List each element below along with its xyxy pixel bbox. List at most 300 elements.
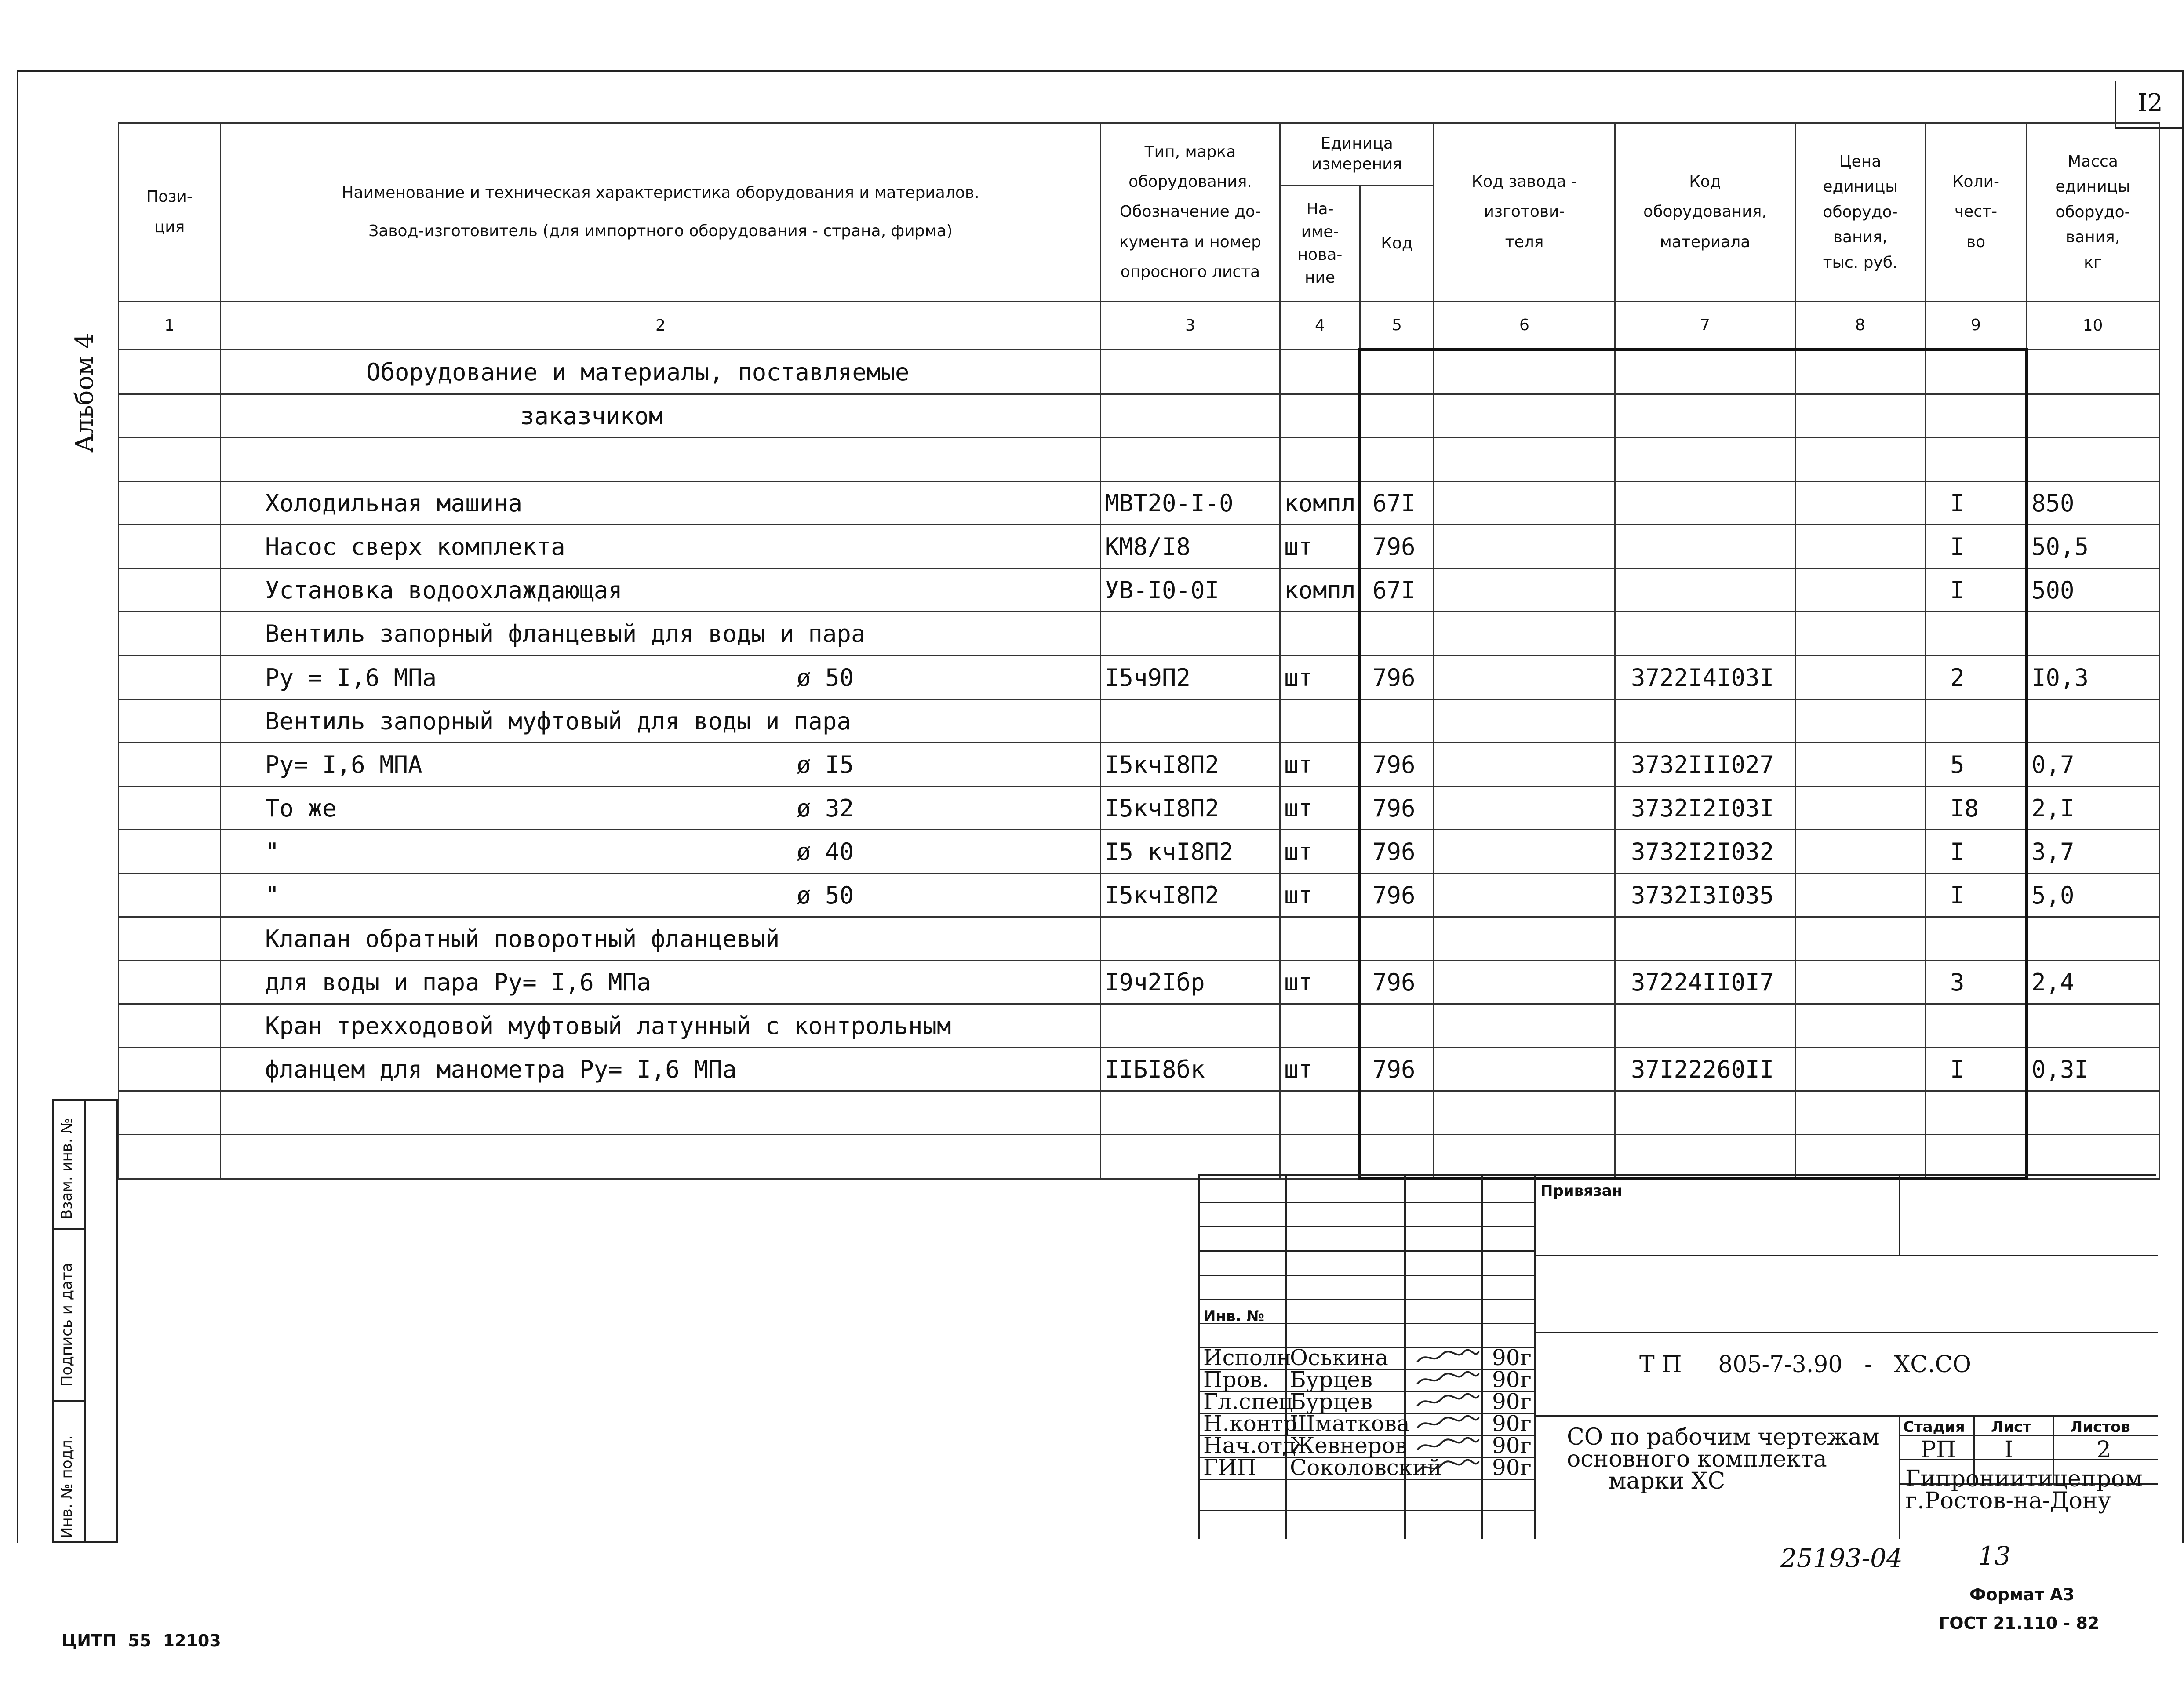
unit-name: шт — [1280, 656, 1360, 699]
mass: 2,I — [2027, 787, 2159, 830]
mass: 5,0 — [2027, 874, 2159, 917]
mass: 500 — [2027, 568, 2159, 612]
quantity: I — [1926, 481, 2027, 525]
header-position: Пози- ция — [119, 123, 221, 302]
position — [119, 743, 221, 787]
item-name — [221, 787, 1101, 830]
equipment-code: 3732I2I032 — [1615, 830, 1795, 874]
vzam-inv-label: Взам. инв. № — [58, 1118, 76, 1220]
factory-code — [1434, 568, 1615, 612]
quantity: I — [1926, 1048, 2027, 1091]
signature-mark — [1415, 1413, 1481, 1437]
equipment-code — [1615, 612, 1795, 656]
price — [1795, 568, 1926, 612]
table-row — [119, 787, 2159, 830]
person-role: Н.контр — [1203, 1411, 1297, 1436]
item-name-text: Кран трехходовой муфтовый латунный с контрольным — [265, 1012, 951, 1040]
unit-name: шт — [1280, 525, 1360, 568]
header-unit-name: На- име- нова- ние — [1280, 186, 1360, 302]
unit-name: шт — [1280, 961, 1360, 1004]
item-name-text: Установка водоохлаждающая — [265, 576, 622, 604]
quantity: I — [1926, 830, 2027, 874]
item-type — [1101, 350, 1280, 394]
quantity — [1926, 1004, 2027, 1048]
quantity — [1926, 699, 2027, 743]
item-name — [221, 917, 1101, 961]
unit-code: 796 — [1360, 874, 1434, 917]
factory-code — [1434, 525, 1615, 568]
quantity — [1926, 350, 2027, 394]
diameter: ø 50 — [796, 881, 854, 909]
price — [1795, 350, 1926, 394]
album-label: Альбом 4 — [70, 333, 99, 453]
person-date: 90г — [1492, 1367, 1532, 1392]
factory-code — [1434, 830, 1615, 874]
unit-name — [1280, 612, 1360, 656]
price — [1795, 1004, 1926, 1048]
position — [119, 438, 221, 481]
unit-name: шт — [1280, 1048, 1360, 1091]
position — [119, 961, 221, 1004]
equipment-code: 3732I2I03I — [1615, 787, 1795, 830]
col-num: 4 — [1280, 302, 1360, 350]
factory-code — [1434, 481, 1615, 525]
item-type: КМ8/I8 — [1101, 525, 1280, 568]
mass: 0,3I — [2027, 1048, 2159, 1091]
price — [1795, 656, 1926, 699]
item-name-text: Насос сверх комплекта — [265, 532, 565, 561]
price — [1795, 612, 1926, 656]
handwritten-page-number: 13 — [1978, 1541, 2011, 1571]
item-name-text: Вентиль запорный муфтовый для воды и пара — [265, 707, 851, 735]
position — [119, 525, 221, 568]
organization-1: Гипрониитицепром — [1905, 1466, 2143, 1492]
sheet-number: I2 — [2115, 81, 2184, 129]
position — [119, 1091, 221, 1135]
price — [1795, 787, 1926, 830]
table-row — [119, 743, 2159, 787]
item-name-text: для воды и пара Ру= I,6 МПа — [265, 968, 651, 996]
specification-table — [118, 122, 2160, 1180]
table-row — [119, 961, 2159, 1004]
mass — [2027, 350, 2159, 394]
quantity — [1926, 1135, 2027, 1179]
signature-date-label: Подпись и дата — [58, 1263, 76, 1387]
unit-code — [1360, 350, 1434, 394]
sheets-header: Листов — [2070, 1418, 2130, 1436]
unit-code — [1360, 612, 1434, 656]
item-type — [1101, 1004, 1280, 1048]
factory-code — [1434, 874, 1615, 917]
unit-name — [1280, 1135, 1360, 1179]
quantity — [1926, 394, 2027, 438]
item-name-text: фланцем для манометра Ру= I,6 МПа — [265, 1055, 737, 1083]
unit-code: 796 — [1360, 743, 1434, 787]
unit-code: 796 — [1360, 787, 1434, 830]
unit-name — [1280, 438, 1360, 481]
item-name — [221, 1135, 1101, 1179]
equipment-code — [1615, 525, 1795, 568]
unit-name: шт — [1280, 743, 1360, 787]
person-role: Пров. — [1203, 1367, 1269, 1392]
price — [1795, 1048, 1926, 1091]
item-name — [221, 743, 1101, 787]
equipment-code: 3732I3I035 — [1615, 874, 1795, 917]
quantity: 5 — [1926, 743, 2027, 787]
quantity: 3 — [1926, 961, 2027, 1004]
item-name — [221, 394, 1101, 438]
mass: 50,5 — [2027, 525, 2159, 568]
mass — [2027, 612, 2159, 656]
person-name: Оськина — [1290, 1345, 1388, 1370]
person-name: Бурцев — [1290, 1367, 1373, 1392]
mass — [2027, 1135, 2159, 1179]
signature-mark — [1415, 1457, 1481, 1481]
equipment-code — [1615, 1135, 1795, 1179]
item-name — [221, 568, 1101, 612]
unit-name — [1280, 917, 1360, 961]
unit-name: шт — [1280, 874, 1360, 917]
item-type — [1101, 1091, 1280, 1135]
unit-name — [1280, 394, 1360, 438]
document-code: Т П 805-7-3.90 - ХС.СО — [1639, 1351, 1971, 1378]
item-name — [221, 1048, 1101, 1091]
diameter: ø 50 — [796, 663, 854, 692]
equipment-code — [1615, 350, 1795, 394]
col-num: 10 — [2027, 302, 2159, 350]
unit-code — [1360, 394, 1434, 438]
unit-name: шт — [1280, 830, 1360, 874]
item-name-text: " — [265, 838, 280, 866]
mass: 3,7 — [2027, 830, 2159, 874]
person-date: 90г — [1492, 1433, 1532, 1458]
unit-name — [1280, 1004, 1360, 1048]
col-num: 5 — [1360, 302, 1434, 350]
position — [119, 568, 221, 612]
item-type — [1101, 1135, 1280, 1179]
unit-code — [1360, 1091, 1434, 1135]
position — [119, 1048, 221, 1091]
factory-code — [1434, 350, 1615, 394]
item-name-text: Клапан обратный поворотный фланцевый — [265, 925, 780, 953]
item-name — [221, 481, 1101, 525]
equipment-code — [1615, 394, 1795, 438]
diameter: ø I5 — [796, 750, 854, 779]
price — [1795, 874, 1926, 917]
factory-code — [1434, 656, 1615, 699]
document-title-3: марки ХС — [1609, 1468, 1725, 1494]
mass — [2027, 1004, 2159, 1048]
header-type: Тип, марка оборудования. Обозначение до- кумента и номер опросного листа — [1101, 123, 1280, 302]
factory-code — [1434, 612, 1615, 656]
table-row — [119, 1004, 2159, 1048]
item-name — [221, 525, 1101, 568]
unit-code: 796 — [1360, 830, 1434, 874]
price — [1795, 961, 1926, 1004]
item-type: I5кчI8П2 — [1101, 743, 1280, 787]
mass — [2027, 917, 2159, 961]
gost-label: ГОСТ 21.110 - 82 — [1939, 1613, 2100, 1633]
quantity: 2 — [1926, 656, 2027, 699]
equipment-code — [1615, 699, 1795, 743]
sheet-value: I — [2004, 1437, 2013, 1463]
equipment-code — [1615, 568, 1795, 612]
mass — [2027, 699, 2159, 743]
unit-code: 796 — [1360, 1048, 1434, 1091]
header-factory-code: Код завода - изготови- теля — [1434, 123, 1615, 302]
signature-mark — [1415, 1347, 1481, 1371]
position — [119, 350, 221, 394]
document-title-2: основного комплекта — [1567, 1446, 1827, 1472]
unit-code: 796 — [1360, 525, 1434, 568]
organization-2: г.Ростов-на-Дону — [1905, 1488, 2111, 1514]
person-name: Бурцев — [1290, 1389, 1373, 1414]
person-role: Гл.спец — [1203, 1389, 1293, 1414]
unit-code — [1360, 1004, 1434, 1048]
quantity — [1926, 438, 2027, 481]
quantity: I — [1926, 568, 2027, 612]
table-row — [119, 394, 2159, 438]
quantity: I8 — [1926, 787, 2027, 830]
item-name-text: Холодильная машина — [265, 489, 523, 517]
equipment-code: 37I22260II — [1615, 1048, 1795, 1091]
col-num: 3 — [1101, 302, 1280, 350]
item-type: IIБI8бк — [1101, 1048, 1280, 1091]
price — [1795, 743, 1926, 787]
table-row — [119, 1091, 2159, 1135]
position — [119, 481, 221, 525]
item-type — [1101, 394, 1280, 438]
unit-code: 796 — [1360, 656, 1434, 699]
item-name — [221, 350, 1101, 394]
item-type — [1101, 699, 1280, 743]
sheets-value: 2 — [2097, 1437, 2111, 1463]
format-label: Формат А3 — [1969, 1585, 2075, 1604]
equipment-code: 3722I4I03I — [1615, 656, 1795, 699]
position — [119, 1135, 221, 1179]
table-row — [119, 1048, 2159, 1091]
stage-value: РП — [1921, 1437, 1956, 1463]
item-name — [221, 961, 1101, 1004]
price — [1795, 1135, 1926, 1179]
table-row — [119, 874, 2159, 917]
position — [119, 874, 221, 917]
header-equipment-code: Код оборудования, материала — [1615, 123, 1795, 302]
item-name-text: Ру= I,6 МПА — [265, 750, 422, 779]
inv-no-label: Инв. № — [1203, 1307, 1265, 1325]
item-type: I9ч2Iбр — [1101, 961, 1280, 1004]
title-block — [1198, 1174, 2156, 1539]
table-row — [119, 917, 2159, 961]
quantity — [1926, 612, 2027, 656]
quantity — [1926, 1091, 2027, 1135]
position — [119, 699, 221, 743]
factory-code — [1434, 438, 1615, 481]
unit-name: компл — [1280, 481, 1360, 525]
table-row — [119, 1135, 2159, 1179]
header-price: Цена единицы оборудо- вания, тыс. руб. — [1795, 123, 1926, 302]
item-name-text: То же — [265, 794, 337, 822]
factory-code — [1434, 787, 1615, 830]
item-name — [221, 699, 1101, 743]
price — [1795, 1091, 1926, 1135]
item-type: I5 кчI8П2 — [1101, 830, 1280, 874]
item-name — [221, 612, 1101, 656]
item-name — [221, 1004, 1101, 1048]
equipment-code — [1615, 481, 1795, 525]
item-name — [221, 1091, 1101, 1135]
quantity: I — [1926, 525, 2027, 568]
item-type — [1101, 612, 1280, 656]
table-row — [119, 699, 2159, 743]
table-row — [119, 350, 2159, 394]
position — [119, 787, 221, 830]
equipment-code — [1615, 917, 1795, 961]
table-row — [119, 525, 2159, 568]
price — [1795, 830, 1926, 874]
unit-code: 796 — [1360, 961, 1434, 1004]
diameter: ø 32 — [796, 794, 854, 822]
person-role: Нач.отд — [1203, 1433, 1296, 1458]
item-name-text: " — [265, 881, 280, 909]
position — [119, 830, 221, 874]
handwritten-inventory-number: 25193-04 — [1780, 1543, 1903, 1573]
position — [119, 394, 221, 438]
person-role: ГИП — [1203, 1455, 1256, 1480]
equipment-code: 3732III027 — [1615, 743, 1795, 787]
header-unit-code: Код — [1360, 186, 1434, 302]
factory-code — [1434, 1135, 1615, 1179]
table-row — [119, 830, 2159, 874]
equipment-code — [1615, 1004, 1795, 1048]
equipment-code — [1615, 1091, 1795, 1135]
mass: 0,7 — [2027, 743, 2159, 787]
unit-name: компл — [1280, 568, 1360, 612]
item-type: I5кчI8П2 — [1101, 874, 1280, 917]
col-num: 1 — [119, 302, 221, 350]
privyazan-label: Привязан — [1540, 1182, 1623, 1200]
price — [1795, 917, 1926, 961]
equipment-code — [1615, 438, 1795, 481]
person-date: 90г — [1492, 1389, 1532, 1414]
unit-code — [1360, 917, 1434, 961]
price — [1795, 481, 1926, 525]
factory-code — [1434, 1091, 1615, 1135]
mass — [2027, 438, 2159, 481]
position — [119, 612, 221, 656]
person-date: 90г — [1492, 1411, 1532, 1436]
mass — [2027, 1091, 2159, 1135]
unit-code: 67I — [1360, 481, 1434, 525]
mass: 850 — [2027, 481, 2159, 525]
table-row — [119, 481, 2159, 525]
sheet-header: Лист — [1991, 1418, 2031, 1436]
factory-code — [1434, 1004, 1615, 1048]
col-num: 2 — [221, 302, 1101, 350]
factory-code — [1434, 917, 1615, 961]
inv-podl-label: Инв. № подл. — [58, 1435, 76, 1538]
col-num: 6 — [1434, 302, 1615, 350]
table-row — [119, 568, 2159, 612]
table-row — [119, 438, 2159, 481]
signature-mark — [1415, 1391, 1481, 1415]
position — [119, 656, 221, 699]
unit-name: шт — [1280, 787, 1360, 830]
item-name-text: Ру = I,6 МПа — [265, 663, 437, 692]
item-name — [221, 830, 1101, 874]
header-name: Наименование и техническая характеристика оборудования и материалов. Завод-изготовитель (для импортного оборудования - страна, фирма) — [221, 123, 1101, 302]
item-name — [221, 438, 1101, 481]
factory-code — [1434, 961, 1615, 1004]
unit-name — [1280, 699, 1360, 743]
item-name-text: Вентиль запорный фланцевый для воды и пара — [265, 620, 866, 648]
document-title-1: СО по рабочим чертежам — [1567, 1424, 1880, 1450]
mass: I0,3 — [2027, 656, 2159, 699]
person-date: 90г — [1492, 1345, 1532, 1370]
person-name: Шматкова — [1290, 1411, 1410, 1436]
table-row — [119, 656, 2159, 699]
unit-name — [1280, 350, 1360, 394]
stage-header: Стадия — [1903, 1418, 1965, 1436]
item-type: I5кчI8П2 — [1101, 787, 1280, 830]
col-num: 8 — [1795, 302, 1926, 350]
table-row — [119, 612, 2159, 656]
header-mass: Масса единицы оборудо- вания, кг — [2027, 123, 2159, 302]
header-quantity: Коли- чест- во — [1926, 123, 2027, 302]
factory-code — [1434, 394, 1615, 438]
diameter: ø 40 — [796, 838, 854, 866]
price — [1795, 438, 1926, 481]
person-name: Жевнеров — [1290, 1433, 1408, 1458]
price — [1795, 525, 1926, 568]
item-name-text: Оборудование и материалы, поставляемые — [366, 358, 910, 386]
citp-label: ЦИТП 55 12103 — [62, 1631, 221, 1650]
col-num: 7 — [1615, 302, 1795, 350]
person-name: Соколовский — [1290, 1455, 1442, 1480]
position — [119, 1004, 221, 1048]
side-stamp — [52, 1099, 118, 1543]
item-type: УВ-I0-0I — [1101, 568, 1280, 612]
item-type: МВТ20-I-0 — [1101, 481, 1280, 525]
person-date: 90г — [1492, 1455, 1532, 1480]
mass: 2,4 — [2027, 961, 2159, 1004]
unit-code — [1360, 438, 1434, 481]
item-name — [221, 656, 1101, 699]
unit-name — [1280, 1091, 1360, 1135]
signature-mark — [1415, 1369, 1481, 1393]
equipment-code: 37224II0I7 — [1615, 961, 1795, 1004]
mass — [2027, 394, 2159, 438]
quantity: I — [1926, 874, 2027, 917]
price — [1795, 394, 1926, 438]
item-name — [221, 874, 1101, 917]
unit-code: 67I — [1360, 568, 1434, 612]
item-type: I5ч9П2 — [1101, 656, 1280, 699]
quantity — [1926, 917, 2027, 961]
position — [119, 917, 221, 961]
item-type — [1101, 917, 1280, 961]
factory-code — [1434, 1048, 1615, 1091]
item-type — [1101, 438, 1280, 481]
unit-code — [1360, 699, 1434, 743]
factory-code — [1434, 743, 1615, 787]
col-num: 9 — [1926, 302, 2027, 350]
unit-code — [1360, 1135, 1434, 1179]
factory-code — [1434, 699, 1615, 743]
header-unit: Единица измерения — [1280, 123, 1434, 186]
item-name-text: заказчиком — [520, 402, 663, 430]
person-role: Исполн — [1203, 1345, 1292, 1370]
